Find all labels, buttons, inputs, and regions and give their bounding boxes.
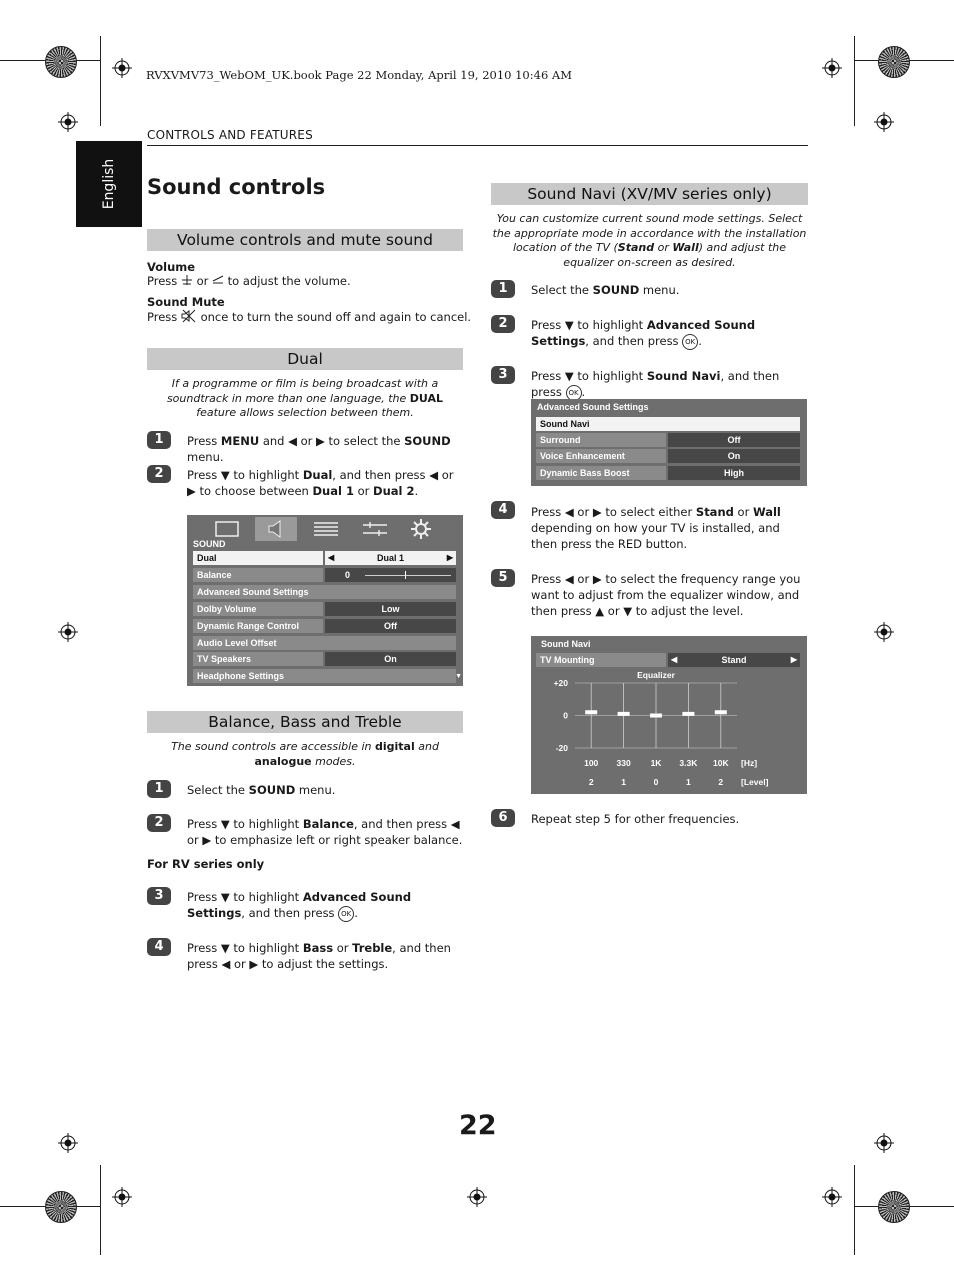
eq-level-marker [650,714,662,718]
setup-icon [313,521,339,537]
menu-row-label: Dynamic Range Control [193,619,323,633]
menu-row-dual[interactable] [193,551,456,565]
dual-step-1-text: Press MENU and ◀ or ▶ to select the SOUND menu. [187,434,451,464]
arrow-left-icon: ◀ [328,553,335,562]
menu-row-label: Surround [536,433,666,447]
menu-row-tv-mounting[interactable] [536,653,800,667]
dual-step-2-text: Press ▼ to highlight Dual, and then press ◀ or ▶ to choose between Dual 1 or Dual 2. [187,468,454,498]
level-value-label: 1 [621,777,626,787]
x-unit-label: [Hz] [741,758,758,768]
x-tick-label: 10K [713,758,729,768]
menu-row-balance[interactable] [193,568,456,582]
y-tick-label: +20 [553,678,568,688]
menu-row-value: Off [325,619,456,633]
x-tick-label: 3.3K [679,758,698,768]
registration-mark-icon [874,112,894,132]
menu-row-audio-offset[interactable] [193,636,456,650]
balance-heading: Balance, Bass and Treble [147,711,463,733]
mute-icon [181,309,197,323]
step-number: 1 [147,780,171,798]
menu-row-voice[interactable] [536,449,800,463]
step-number: 2 [147,465,171,483]
step-number: 4 [491,501,515,519]
menu-row-tv-speakers[interactable] [193,652,456,666]
step-number: 4 [147,938,171,956]
registration-mark-icon [822,58,842,78]
menu-row-label: TV Speakers [193,652,323,666]
step-number: 1 [147,431,171,449]
sound-navi-title: Sound Navi [541,639,591,649]
level-value-label: 2 [588,777,594,787]
level-unit-label: [Level] [741,777,769,787]
menu-row-headphone[interactable] [193,669,456,683]
volume-down-icon [212,274,224,286]
step-number: 6 [491,809,515,827]
navi-step-1-text: Select the SOUND menu. [531,283,680,297]
balance-step-3-text: Press ▼ to highlight Advanced Sound Settings, and then press OK . [187,890,412,920]
menu-row-surround[interactable] [536,433,800,447]
color-disc-top-left [45,46,77,78]
equalizer-title: Equalizer [637,670,675,680]
balance-slider-thumb [405,571,406,579]
arrow-left-icon: ◀ [671,655,678,664]
level-value-label: 0 [653,777,659,787]
step-number: 3 [147,887,171,905]
volume-up-icon [181,274,193,286]
menu-row-label: Advanced Sound Settings [193,585,456,599]
y-tick-label: -20 [555,743,568,753]
menu-row-value: Stand [721,655,747,665]
menu-row-label: Dynamic Bass Boost [536,466,666,480]
registration-mark-icon [822,1187,842,1207]
registration-mark-icon [58,622,78,642]
advanced-sound-screen [531,399,807,486]
arrow-right-icon: ▶ [446,553,453,562]
navi-heading: Sound Navi (XV/MV series only) [491,183,808,205]
menu-row-value: Low [325,602,456,616]
page-title: Sound controls [147,175,326,199]
navi-step-3-text: Press ▼ to highlight Sound Navi, and then press OK . [531,369,780,399]
menu-row-drc[interactable] [193,619,456,633]
registration-mark-icon [112,1187,132,1207]
menu-row-value-cell [325,568,456,582]
x-tick-label: 100 [584,758,599,768]
menu-row-label: Dolby Volume [193,602,323,616]
eq-level-marker [585,710,597,714]
menu-row-bass-boost[interactable] [536,466,800,480]
volume-text: Press or to adjust the volume. [147,274,351,288]
language-tab [76,141,142,227]
registration-mark-icon [112,58,132,78]
menu-row-label: Sound Navi [536,417,800,431]
eq-level-marker [682,712,694,716]
menu-row-label: Balance [193,568,323,582]
registration-mark-icon [58,112,78,132]
section-label: CONTROLS AND FEATURES [147,128,313,142]
navi-step-4-text: Press ◀ or ▶ to select either Stand or Wall depending on how your TV is installed, and then press the RED button. [531,505,781,551]
menu-row-label: TV Mounting [536,653,666,667]
advanced-menu-title: Advanced Sound Settings [537,402,649,412]
ok-button-icon: OK [338,906,354,922]
speaker-icon [267,520,285,538]
menu-row-value-cell [668,653,800,667]
ok-button-icon: OK [566,385,582,401]
navi-step-2-text: Press ▼ to highlight Advanced Sound Settings, and then press OK . [531,318,756,348]
balance-intro: The sound controls are accessible in digital and analogue modes. [171,740,439,768]
balance-step-4-text: Press ▼ to highlight Bass or Treble, and then press ◀ or ▶ to adjust the settings. [187,941,451,971]
sound-menu-screen [187,515,463,686]
menu-row-advanced[interactable] [193,585,456,599]
menu-row-value: On [668,449,800,463]
menu-row-label: Headphone Settings [193,669,456,683]
volume-title: Volume [147,260,196,274]
volume-heading: Volume controls and mute sound [147,229,463,251]
scroll-down-icon: ▼ [455,673,462,680]
balance-slider-track [365,575,451,576]
eq-level-marker [715,710,727,714]
menu-row-label: Dual [193,551,323,565]
y-tick-label: 0 [563,710,568,721]
dual-intro: If a programme or film is being broadcast with a soundtrack in more than one language, the DUAL feature allows selection between them. [166,377,444,419]
color-disc-bottom-left [45,1191,77,1223]
navi-step-5-text: Press ◀ or ▶ to select the frequency range you want to adjust from the equalizer window, and then press ▲ or ▼ to adjust the level. [531,572,801,618]
x-tick-label: 330 [616,758,631,768]
equalizer-chart [531,670,807,794]
x-tick-label: 1K [650,758,662,768]
menu-row-value: High [668,466,800,480]
level-value-label: 1 [686,777,691,787]
color-disc-bottom-right [878,1191,910,1223]
menu-row-label: Audio Level Offset [193,636,456,650]
file-header: RVXVMV73_WebOM_UK.book Page 22 Monday, April 19, 2010 10:46 AM [146,68,572,82]
arrow-right-icon: ▶ [790,655,797,664]
step-number: 2 [491,315,515,333]
menu-row-sound-navi[interactable] [536,417,800,431]
menu-row-dolby[interactable] [193,602,456,616]
registration-mark-icon [874,622,894,642]
step-number: 3 [491,366,515,384]
dual-heading: Dual [147,348,463,370]
gear-icon [411,519,431,539]
step-number: 2 [147,814,171,832]
step-number: 1 [491,280,515,298]
rv-only-note: For RV series only [147,857,265,871]
color-disc-top-right [878,46,910,78]
mute-text: Press once to turn the sound off and again to cancel. [147,310,472,324]
header-rule [147,145,808,146]
navi-step-6-text: Repeat step 5 for other frequencies. [531,812,740,826]
menu-row-value: Dual 1 [376,553,404,563]
adjust-icon [362,521,388,537]
page-number: 22 [459,1110,497,1141]
mute-title: Sound Mute [147,295,225,309]
sound-navi-screen [531,636,807,794]
picture-icon [215,521,239,537]
level-value-label: 2 [718,777,724,787]
menu-row-label: Voice Enhancement [536,449,666,463]
sound-menu-title: SOUND [193,539,226,549]
step-number: 5 [491,569,515,587]
registration-mark-icon [58,1133,78,1153]
registration-mark-icon [467,1187,487,1207]
menu-row-value: 0 [345,570,351,580]
menu-row-value: On [325,652,456,666]
menu-row-value: Off [668,433,800,447]
ok-button-icon: OK [682,334,698,350]
registration-mark-icon [874,1133,894,1153]
navi-intro: You can customize current sound mode settings. Select the appropriate mode in accordance with the installation location of the TV (Stand or Wall) and adjust the equalizer on-screen as desired. [492,212,807,269]
language-tab-label: English [101,158,117,210]
eq-level-marker [618,712,630,716]
menu-row-value-cell [325,551,456,565]
balance-step-2-text: Press ▼ to highlight Balance, and then press ◀ or ▶ to emphasize left or right speaker balance. [187,817,463,847]
balance-step-1-text: Select the SOUND menu. [187,783,336,797]
